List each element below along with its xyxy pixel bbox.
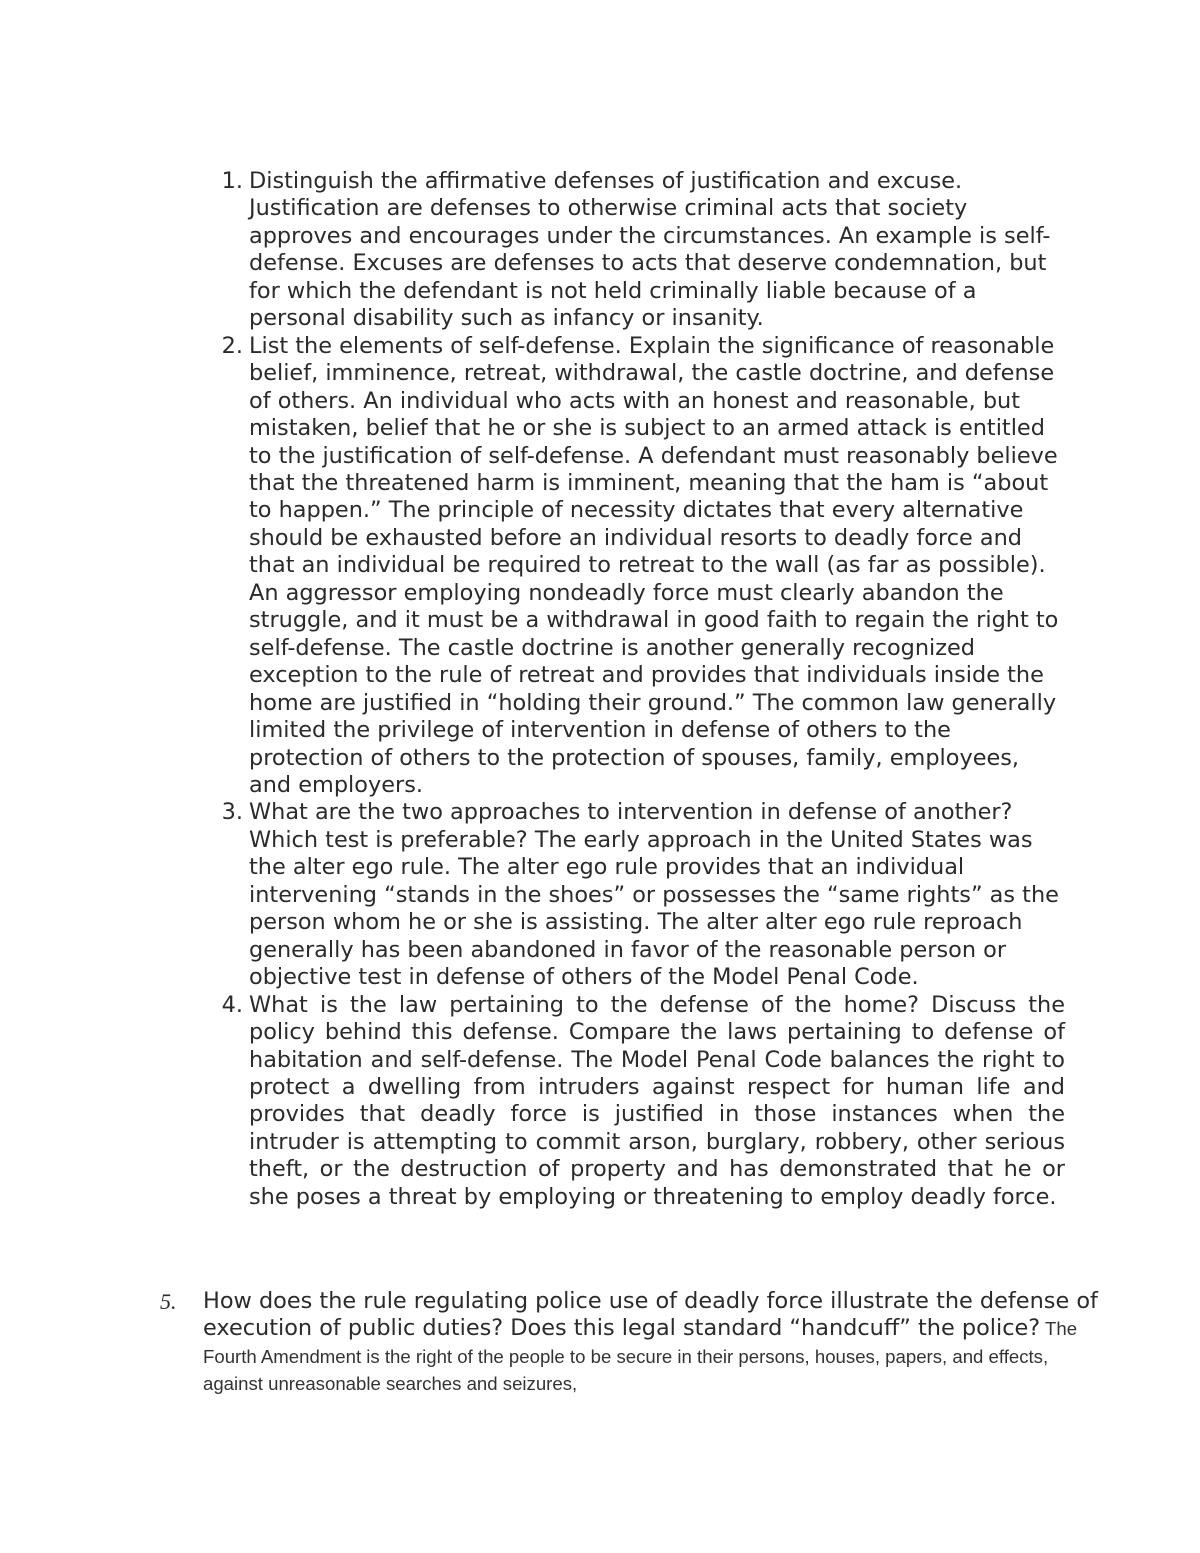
answer-text: Justification are defenses to otherwise criminal acts that society approves and encourages under the circumstances. An example is self-defense. Excuses are defenses to acts that deserve condemnation, but for which the defendant is not held criminally liable because of a personal disability such as infancy or insanity. [249, 195, 1051, 332]
answer-text: An individual who acts with an honest and reasonable, but mistaken, belief that he or she is subject to an armed attack is entitled to the justification of self-defense. A defendant must reasonably believe that the threatened harm is imminent, meaning that the ham is “about to happen.” The principle of necessity dictates that every alternative should be exhausted before an individual resorts to deadly force and that an individual be required to retreat to the wall (as far as possible). An aggressor employing nondeadly force must clearly abandon the struggle, and it must be a withdrawal in good faith to regain the right to self-defense. The castle doctrine is another generally recognized exception to the rule of retreat and provides that individuals inside the home are justified in “holding their ground.” The common law generally limited the privilege of intervention in defense of others to the protection of others to the protection of spouses, family, employees, and employers. [249, 387, 1059, 798]
list-item-2 [205, 333, 1065, 800]
question-text: List the elements of self-defense. Explain the significance of reasonable belief, imminence, retreat, withdrawal, the castle doctrine, and defense of others. [249, 332, 1055, 414]
answer-text: The Model Penal Code balances the right to protect a dwelling from intruders against respect for human life and provides that deadly force is justified in those instances when the intruder is attempting to commit arson, burglary, robbery, other serious theft, or the destruction of property and has demonstrated that he or she poses a threat by employing or threatening to employ deadly force. [249, 1046, 1065, 1210]
item-number: 5. [160, 1289, 177, 1314]
item-number: 3. [221, 799, 243, 826]
list-item-3 [205, 799, 1065, 991]
item-number: 2. [221, 332, 243, 359]
question-text: What is the law pertaining to the defense of the home? Discuss the policy behind this defense. Compare the laws pertaining to defense of habitation and self-defense. [249, 991, 1065, 1073]
list-item-4 [205, 992, 1065, 1212]
question-text: How does the rule regulating police use of deadly force illustrate the defense of execution of public duties? Does this legal standard “handcuff” the police? [203, 1288, 1098, 1342]
question-list [160, 168, 1098, 1395]
question-text: Distinguish the affirmative defenses of justification and excuse. [249, 168, 963, 194]
answer-text: The early approach in the United States was the alter ego rule. The alter ego rule provides that an individual intervening “stands in the shoes” or possesses the “same rights” as the person whom he or she is assisting. The alter alter ego rule reproach generally has been abandoned in favor of the reasonable person or objective test in defense of others of the Model Penal Code. [249, 826, 1059, 991]
list-item-5 [160, 1288, 1108, 1398]
answer-text: The Fourth Amendment is the right of the people to be secure in their persons, houses, papers, and effects, against unreasonable searches and seizures, [203, 1318, 1078, 1395]
item-number: 1. [221, 168, 243, 194]
question-text: What are the two approaches to intervention in defense of another? Which test is preferable? [249, 799, 1013, 853]
item-number: 4. [221, 991, 243, 1018]
list-item-1 [205, 168, 1065, 333]
